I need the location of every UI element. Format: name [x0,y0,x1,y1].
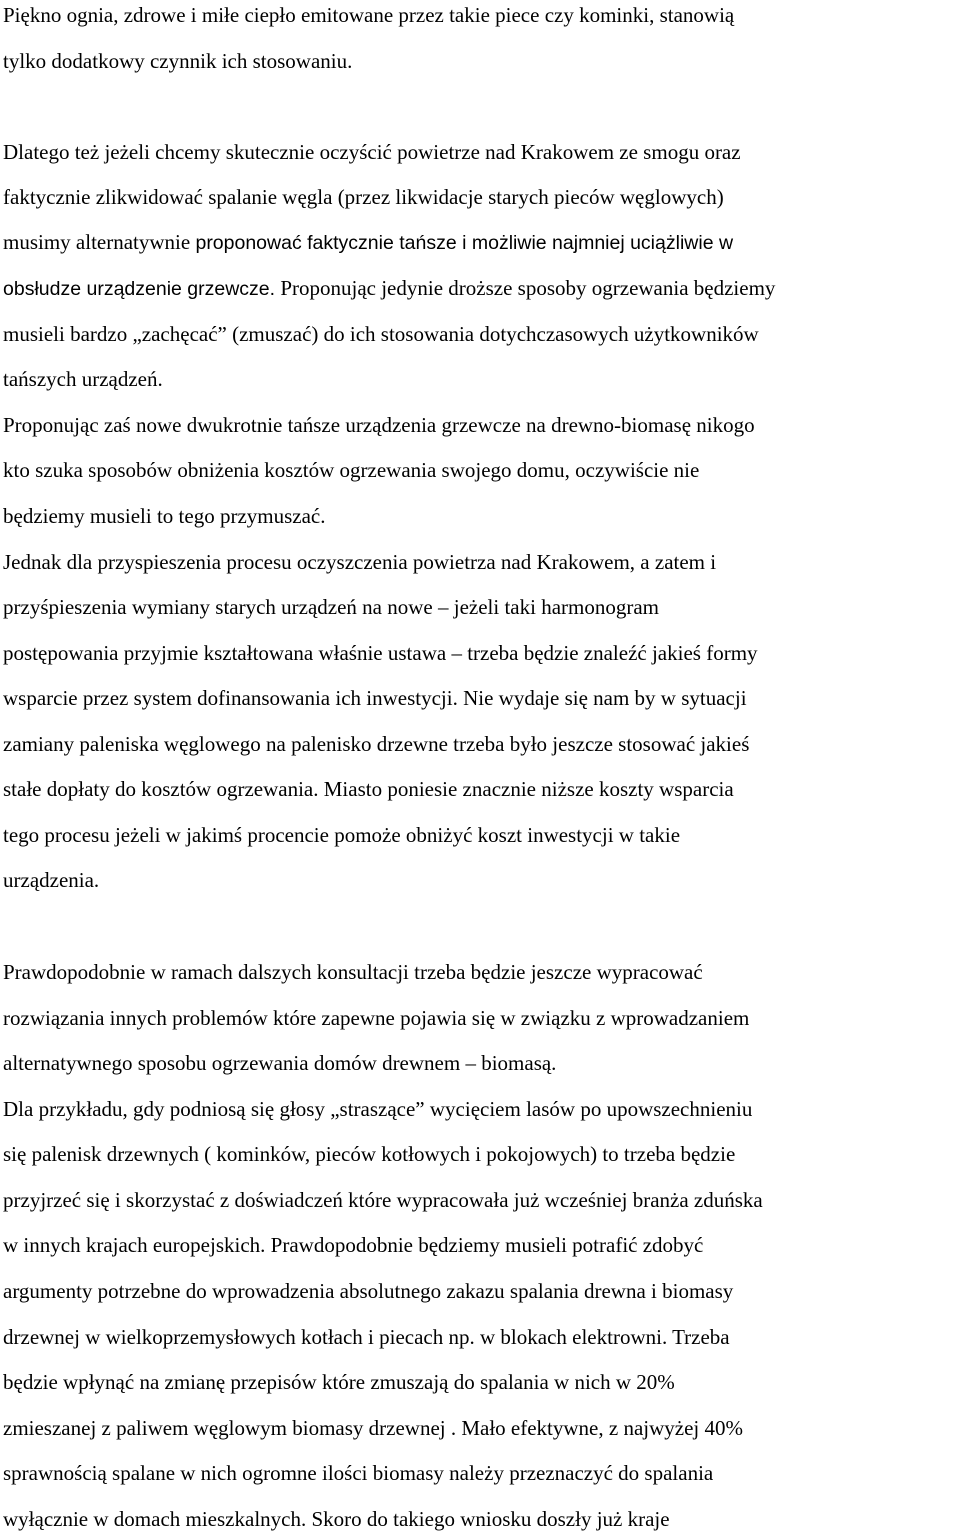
text-span-sans: obsłudze urządzenie grzewcze. [3,278,276,300]
text-line: postępowania przyjmie kształtowana właśnie ustawa – trzeba będzie znaleźć jakieś formy [3,641,758,665]
text-line: wsparcie przez system dofinansowania ich inwestycji. Nie wydaje się nam by w sytuacji [3,686,747,710]
text-line: przyjrzeć się i skorzystać z doświadczeń które wypracowała już wcześniej branża zduńska [3,1188,763,1212]
text-line: zmieszanej z paliwem węglowym biomasy drzewnej . Mało efektywne, z najwyżej 40% [3,1416,743,1440]
text-line-mixed [3,275,775,301]
text-line: Proponując zaś nowe dwukrotnie tańsze urządzenia grzewcze na drewno-biomasę nikogo [3,413,755,437]
text-span-sans: proponować faktycznie tańsze i możliwie najmniej uciążliwie w [195,232,734,254]
text-line: przyśpieszenia wymiany starych urządzeń na nowe – jeżeli taki harmonogram [3,595,659,619]
text-span: musimy alternatywnie [3,230,196,254]
text-line-mixed [3,229,733,255]
text-line: będziemy musieli to tego przymuszać. [3,504,326,528]
text-line: w innych krajach europejskich. Prawdopodobnie będziemy musieli potrafić zdobyć [3,1233,704,1257]
text-line: faktycznie zlikwidować spalanie węgla (przez likwidacje starych pieców węglowych) [3,185,724,209]
text-line: argumenty potrzebne do wprowadzenia absolutnego zakazu spalania drewna i biomasy [3,1279,734,1303]
text-line: będzie wpłynąć na zmianę przepisów które zmuszają do spalania w nich w 20% [3,1370,675,1394]
text-line: zamiany paleniska węglowego na palenisko drzewne trzeba było jeszcze stosować jakieś [3,732,750,756]
text-line: Dlatego też jeżeli chcemy skutecznie oczyścić powietrze nad Krakowem ze smogu oraz [3,140,741,164]
text-line: musieli bardzo „zachęcać” (zmuszać) do ich stosowania dotychczasowych użytkowników [3,322,759,346]
text-line: urządzenia. [3,868,100,892]
text-line: drzewnej w wielkoprzemysłowych kotłach i piecach np. w blokach elektrowni. Trzeba [3,1325,730,1349]
text-line: tańszych urządzeń. [3,367,163,391]
text-line: Prawdopodobnie w ramach dalszych konsultacji trzeba będzie jeszcze wypracować [3,960,703,984]
text-line: Dla przykładu, gdy podniosą się głosy „straszące” wycięciem lasów po upowszechnieniu [3,1097,753,1121]
text-span: Proponując jedynie droższe sposoby ogrzewania będziemy [275,276,776,300]
text-line: wyłącznie w domach mieszkalnych. Skoro do takiego wniosku doszły już kraje [3,1507,670,1531]
text-line: Jednak dla przyspieszenia procesu oczyszczenia powietrza nad Krakowem, a zatem i [3,550,717,574]
text-line: alternatywnego sposobu ogrzewania domów drewnem – biomasą. [3,1051,557,1075]
text-line: stałe dopłaty do kosztów ogrzewania. Miasto poniesie znacznie niższe koszty wsparcia [3,777,734,801]
text-line: kto szuka sposobów obniżenia kosztów ogrzewania swojego domu, oczywiście nie [3,458,700,482]
text-line: tego procesu jeżeli w jakimś procencie pomoże obniżyć koszt inwestycji w takie [3,823,681,847]
text-line: się palenisk drzewnych ( kominków, pieców kotłowych i pokojowych) to trzeba będzie [3,1142,736,1166]
text-line: Piękno ognia, zdrowe i miłe ciepło emitowane przez takie piece czy kominki, stanowią [3,3,735,27]
text-line: rozwiązania innych problemów które zapewne pojawia się w związku z wprowadzaniem [3,1006,750,1030]
text-line: sprawnością spalane w nich ogromne ilości biomasy należy przeznaczyć do spalania [3,1461,714,1485]
text-line: tylko dodatkowy czynnik ich stosowaniu. [3,49,353,73]
